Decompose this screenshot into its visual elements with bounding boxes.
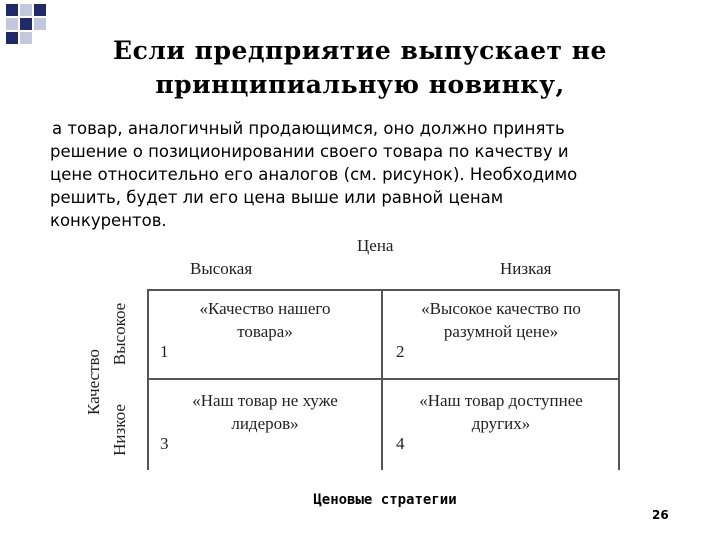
matrix-cell-2-text bbox=[384, 297, 618, 343]
body-line: а товар, аналогичный продающимся, оно должно принять bbox=[52, 119, 565, 138]
cell-line: лидеров» bbox=[231, 414, 299, 433]
matrix-cell-1-text bbox=[150, 297, 380, 343]
matrix-cell-1-number: 1 bbox=[160, 342, 169, 361]
title-line: Если предприятие выпускает не bbox=[113, 36, 607, 65]
quality-low-label: Низкое bbox=[110, 404, 129, 456]
cell-line: товара» bbox=[237, 322, 293, 341]
price-low-label: Низкая bbox=[500, 259, 552, 278]
quality-high-label: Высокое bbox=[110, 302, 129, 366]
cell-line: других» bbox=[471, 414, 531, 433]
grid-right-line bbox=[618, 289, 620, 470]
grid-center-line bbox=[381, 289, 383, 470]
matrix-cell-4-text bbox=[384, 389, 618, 435]
quality-axis-label: Качество bbox=[84, 349, 103, 415]
grid-top-line bbox=[147, 289, 620, 291]
title-line: принципиальную новинку, bbox=[155, 70, 565, 99]
grid-middle-line bbox=[147, 378, 620, 380]
cell-line: «Высокое качество по bbox=[421, 299, 581, 318]
grid-left-line bbox=[147, 289, 149, 470]
price-axis-label: Цена bbox=[357, 236, 394, 255]
page-number: 26 bbox=[652, 508, 669, 522]
cell-line: «Наш товар доступнее bbox=[419, 391, 583, 410]
price-high-label: Высокая bbox=[190, 259, 253, 278]
matrix-cell-4-number: 4 bbox=[396, 434, 405, 453]
body-line: цене относительно его аналогов (см. рисунок). Необходимо bbox=[50, 165, 578, 184]
body-line: конкурентов. bbox=[50, 211, 167, 230]
cell-line: разумной цене» bbox=[443, 322, 559, 341]
body-line: решение о позиционировании своего товара по качеству и bbox=[50, 142, 569, 161]
cell-line: «Качество нашего bbox=[199, 299, 331, 318]
cell-line: «Наш товар не хуже bbox=[192, 391, 338, 410]
body-line: решить, будет ли его цена выше или равной ценам bbox=[50, 188, 504, 207]
figure-caption: Ценовые стратегии bbox=[313, 492, 457, 508]
matrix-cell-3-text bbox=[150, 389, 380, 435]
matrix-cell-3-number: 3 bbox=[160, 434, 169, 453]
matrix-cell-2-number: 2 bbox=[396, 342, 405, 361]
